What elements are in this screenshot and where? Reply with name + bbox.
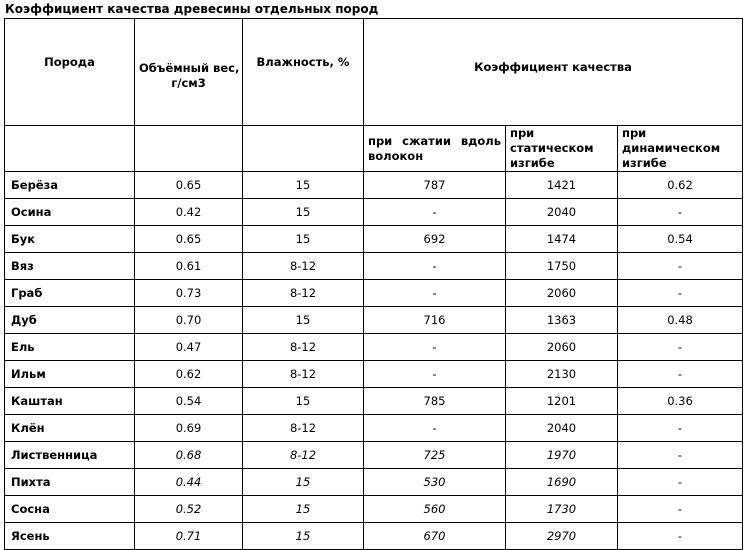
table-row [5,415,743,442]
compression-cell: - [364,334,506,361]
species-cell: Сосна [5,496,135,523]
header-row-sub [5,126,743,172]
species-cell: Берёза [5,172,135,199]
moisture-cell: 15 [243,226,364,253]
static-bending-cell: 2040 [506,415,618,442]
species-cell: Лиственница [5,442,135,469]
table-row [5,226,743,253]
page-title: Коэффициент качества древесины отдельных пород [5,2,379,16]
static-bending-cell: 1201 [506,388,618,415]
dynamic-bending-cell: - [618,415,743,442]
header-density-line2: г/см3 [171,76,206,90]
compression-cell: - [364,253,506,280]
density-cell: 0.70 [135,307,243,334]
static-bending-cell: 2040 [506,199,618,226]
compression-cell: - [364,280,506,307]
moisture-cell: 8-12 [243,442,364,469]
header-species: Порода [5,19,135,126]
static-bending-cell: 2060 [506,280,618,307]
moisture-cell: 15 [243,199,364,226]
moisture-cell: 15 [243,496,364,523]
header-empty-2 [135,126,243,172]
density-cell: 0.69 [135,415,243,442]
static-bending-cell: 2060 [506,334,618,361]
species-cell: Пихта [5,469,135,496]
header-density-line1: Объёмный вес, [139,61,240,75]
table-body [5,19,743,550]
species-cell: Граб [5,280,135,307]
dynamic-bending-cell: - [618,496,743,523]
table-row [5,442,743,469]
compression-cell: 725 [364,442,506,469]
species-cell: Ясень [5,523,135,550]
moisture-cell: 15 [243,307,364,334]
density-cell: 0.54 [135,388,243,415]
table-row [5,523,743,550]
table-row [5,496,743,523]
density-cell: 0.61 [135,253,243,280]
compression-cell: 785 [364,388,506,415]
table-row [5,469,743,496]
header-quality: Коэффициент качества [364,19,743,126]
moisture-cell: 8-12 [243,415,364,442]
dynamic-bending-cell: - [618,334,743,361]
wood-quality-table [4,18,743,550]
header-density [135,19,243,126]
density-cell: 0.42 [135,199,243,226]
static-bending-cell: 1690 [506,469,618,496]
dynamic-bending-cell: 0.54 [618,226,743,253]
compression-cell: 530 [364,469,506,496]
moisture-cell: 15 [243,469,364,496]
header-dynamic-bending: при динамическом изгибе [618,126,743,172]
species-cell: Бук [5,226,135,253]
table-row [5,388,743,415]
moisture-cell: 8-12 [243,361,364,388]
moisture-cell: 8-12 [243,253,364,280]
dynamic-bending-cell: 0.36 [618,388,743,415]
header-empty-3 [243,126,364,172]
moisture-cell: 8-12 [243,334,364,361]
table-row [5,199,743,226]
density-cell: 0.65 [135,172,243,199]
dynamic-bending-cell: - [618,442,743,469]
table-row [5,334,743,361]
static-bending-cell: 1750 [506,253,618,280]
table-row [5,361,743,388]
dynamic-bending-cell: 0.62 [618,172,743,199]
compression-cell: - [364,415,506,442]
compression-cell: 692 [364,226,506,253]
species-cell: Дуб [5,307,135,334]
static-bending-cell: 1730 [506,496,618,523]
density-cell: 0.65 [135,226,243,253]
dynamic-bending-cell: 0.48 [618,307,743,334]
table-row [5,280,743,307]
header-empty-1 [5,126,135,172]
species-cell: Клён [5,415,135,442]
dynamic-bending-cell: - [618,253,743,280]
header-row-main [5,19,743,126]
static-bending-cell: 2970 [506,523,618,550]
moisture-cell: 15 [243,172,364,199]
table-row [5,172,743,199]
static-bending-cell: 1970 [506,442,618,469]
dynamic-bending-cell: - [618,361,743,388]
header-compression: при сжатии вдоль волокон [364,126,506,172]
moisture-cell: 15 [243,388,364,415]
header-moisture: Влажность, % [243,19,364,126]
compression-cell: 716 [364,307,506,334]
density-cell: 0.68 [135,442,243,469]
dynamic-bending-cell: - [618,523,743,550]
static-bending-cell: 1363 [506,307,618,334]
static-bending-cell: 2130 [506,361,618,388]
compression-cell: 787 [364,172,506,199]
density-cell: 0.62 [135,361,243,388]
table-row [5,253,743,280]
density-cell: 0.71 [135,523,243,550]
compression-cell: 560 [364,496,506,523]
density-cell: 0.52 [135,496,243,523]
dynamic-bending-cell: - [618,469,743,496]
compression-cell: 670 [364,523,506,550]
moisture-cell: 8-12 [243,280,364,307]
static-bending-cell: 1474 [506,226,618,253]
species-cell: Осина [5,199,135,226]
compression-cell: - [364,199,506,226]
density-cell: 0.73 [135,280,243,307]
dynamic-bending-cell: - [618,199,743,226]
static-bending-cell: 1421 [506,172,618,199]
species-cell: Каштан [5,388,135,415]
table-row [5,307,743,334]
species-cell: Вяз [5,253,135,280]
header-static-bending: при статическом изгибе [506,126,618,172]
species-cell: Ильм [5,361,135,388]
species-cell: Ель [5,334,135,361]
compression-cell: - [364,361,506,388]
density-cell: 0.47 [135,334,243,361]
dynamic-bending-cell: - [618,280,743,307]
density-cell: 0.44 [135,469,243,496]
moisture-cell: 15 [243,523,364,550]
